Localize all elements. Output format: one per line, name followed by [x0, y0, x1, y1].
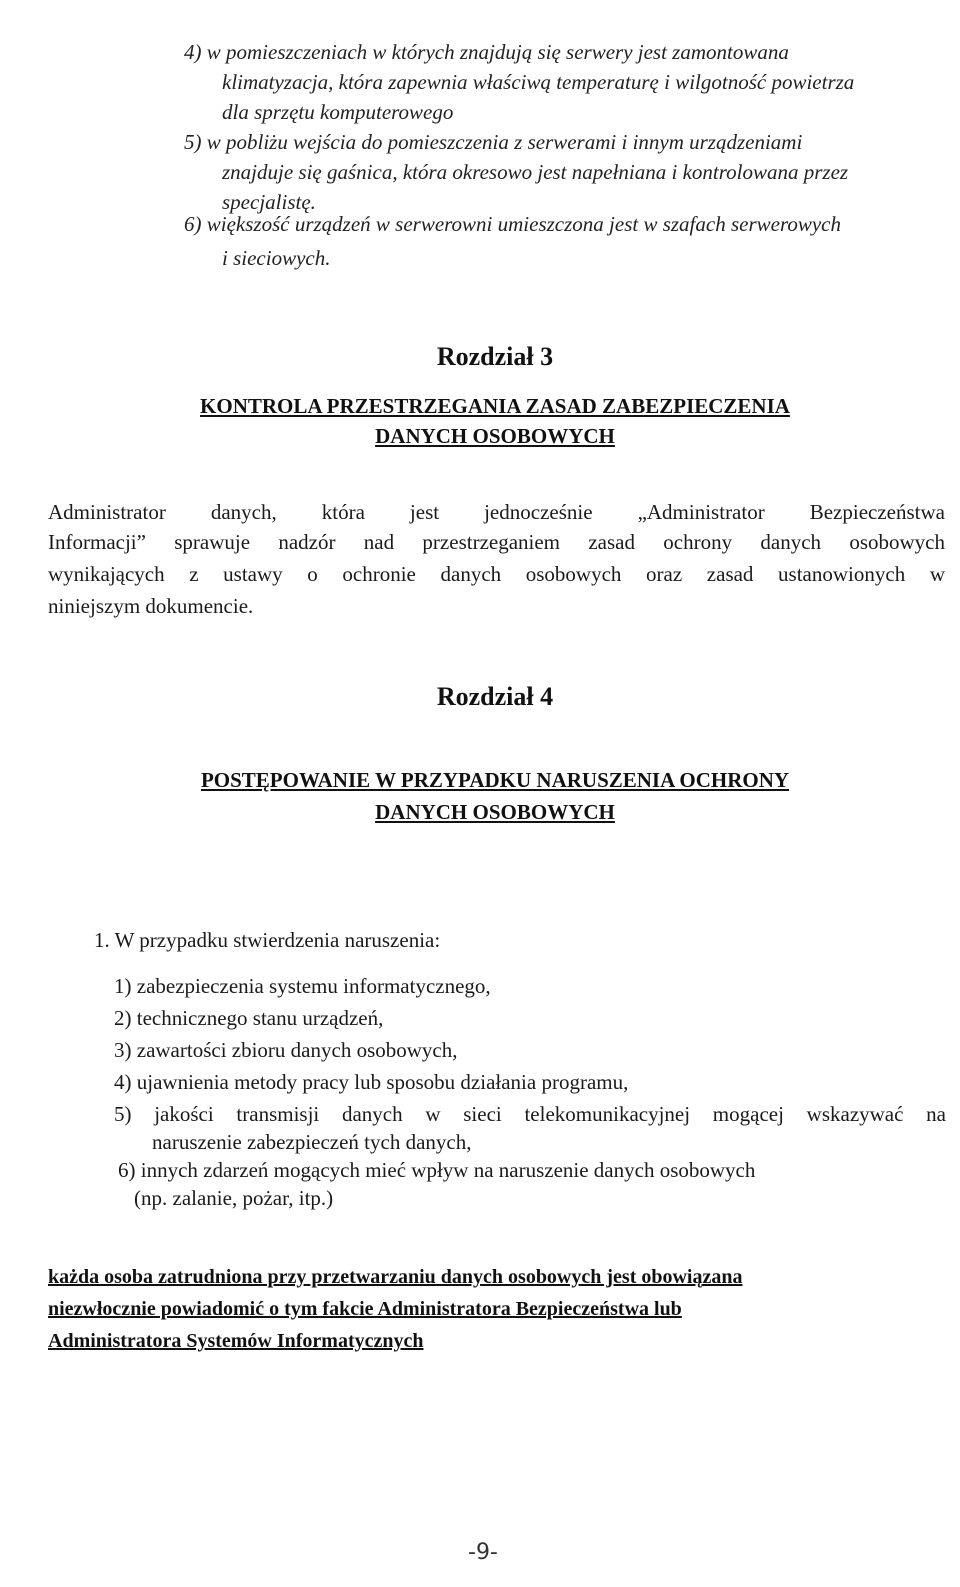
- chapter-4-title-line-2: DANYCH OSOBOWYCH: [375, 800, 615, 824]
- obligation-line-1: każda osoba zatrudniona przy przetwarzaniu danych osobowych jest obowiązana: [48, 1266, 743, 1288]
- list-item-4-line-1: 4) w pomieszczeniach w których znajdują się serwery jest zamontowana: [184, 40, 789, 64]
- chapter-3-paragraph-line-1: Administrator danych, która jest jednocześnie „Administrator Bezpieczeństwa: [48, 500, 945, 524]
- list-item-6-line-1: 6) większość urządzeń w serwerowni umieszczona jest w szafach serwerowych: [184, 212, 841, 236]
- breach-item-5-line-1: 5) jakości transmisji danych w sieci telekomunikacyjnej mogącej wskazywać na: [114, 1102, 946, 1126]
- chapter-3-paragraph-line-2: Informacji” sprawuje nadzór nad przestrzeganiem zasad ochrony danych osobowych: [48, 530, 945, 554]
- chapter-3-heading: Rozdział 3: [436, 342, 554, 371]
- breach-item-5-line-2: naruszenie zabezpieczeń tych danych,: [152, 1130, 472, 1154]
- obligation-line-3: Administratora Systemów Informatycznych: [48, 1330, 424, 1352]
- chapter-4-title-line-1: POSTĘPOWANIE W PRZYPADKU NARUSZENIA OCHRONY: [200, 768, 790, 792]
- breach-item-2: 2) technicznego stanu urządzeń,: [114, 1006, 384, 1030]
- breach-item-3: 3) zawartości zbioru danych osobowych,: [114, 1038, 458, 1062]
- chapter-3-paragraph-line-4: niniejszym dokumencie.: [48, 594, 254, 618]
- list-item-5-line-1: 5) w pobliżu wejścia do pomieszczenia z serwerami i innym urządzeniami: [184, 130, 803, 154]
- breach-item-1: 1) zabezpieczenia systemu informatycznego,: [114, 974, 491, 998]
- chapter-3-title-line-1: KONTROLA PRZESTRZEGANIA ZASAD ZABEZPIECZENIA: [200, 394, 790, 418]
- breach-item-6-line-1: 6) innych zdarzeń mogących mieć wpływ na naruszenie danych osobowych: [118, 1158, 756, 1182]
- chapter-4-heading: Rozdział 4: [436, 682, 554, 711]
- list-item-6-line-2: i sieciowych.: [222, 246, 331, 270]
- obligation-line-2: niezwłocznie powiadomić o tym fakcie Administratora Bezpieczeństwa lub: [48, 1298, 682, 1320]
- chapter-3-paragraph-line-3: wynikających z ustawy o ochronie danych osobowych oraz zasad ustanowionych w: [48, 562, 945, 586]
- breach-item-4: 4) ujawnienia metody pracy lub sposobu działania programu,: [114, 1070, 629, 1094]
- page-number: -9-: [468, 1540, 498, 1565]
- list-item-5-line-2: znajduje się gaśnica, która okresowo jest napełniana i kontrolowana przez: [222, 160, 849, 184]
- chapter-3-title-line-2: DANYCH OSOBOWYCH: [375, 424, 615, 448]
- list-item-4-line-2: klimatyzacja, która zapewnia właściwą temperaturę i wilgotność powietrza: [222, 70, 855, 94]
- list-item-4-line-3: dla sprzętu komputerowego: [222, 100, 454, 124]
- breach-item-6-line-2: (np. zalanie, pożar, itp.): [134, 1186, 334, 1210]
- list-item-5-line-3: specjalistę.: [222, 190, 316, 214]
- point-1: 1. W przypadku stwierdzenia naruszenia:: [94, 928, 441, 952]
